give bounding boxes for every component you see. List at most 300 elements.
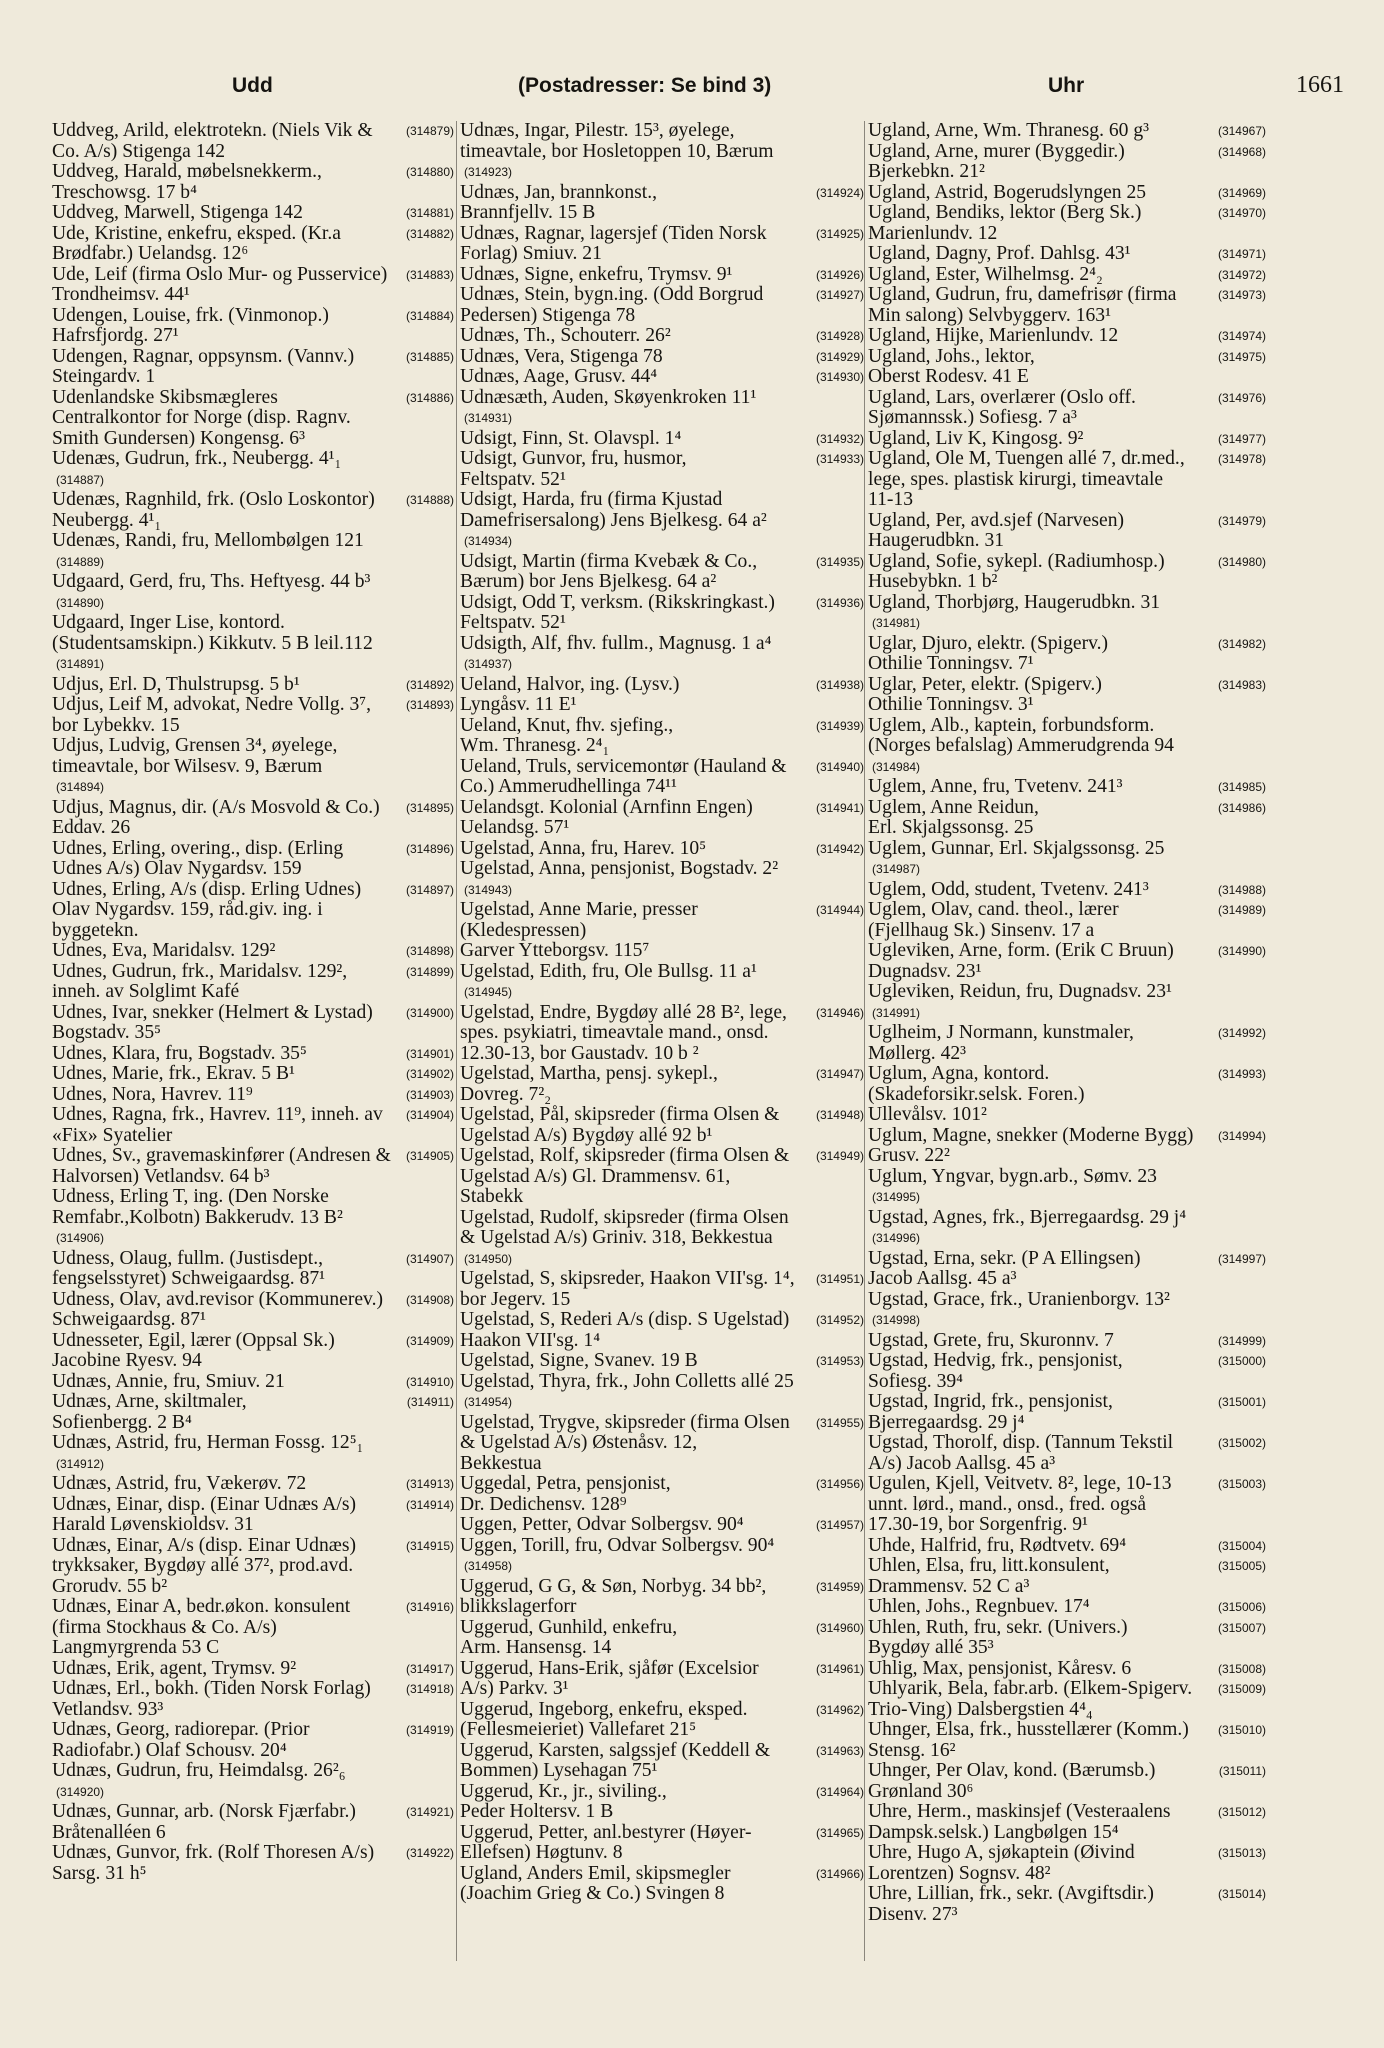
directory-entry [868,265,1266,286]
entry-text: Uggen, Petter, Odvar Solbergsv. 90⁴ [460,1514,744,1535]
directory-entry [460,224,864,265]
entry-text: Ugleviken, Reidun, fru, Dugnadsv. 23¹ [868,981,1172,1002]
directory-entry [52,1720,454,1761]
entry-number: (314985) [1217,780,1266,794]
entry-number: (314893) [405,698,454,712]
entry-number: (314903) [405,1087,454,1102]
entry-text: Ugelstad, Edith, fru, Ole Bullsg. 11 a¹ [460,960,757,982]
entry-number: (315014) [1217,1887,1266,1901]
entry-text: Udnes, Erling, overing., disp. (Erling Udnes A/s) Olav Nygardsv. 159 [52,837,344,879]
directory-entry [868,429,1266,450]
entry-text: Udsigt, Gunvor, fru, husmor, Feltspatv. 52¹ [460,448,687,490]
directory-entry [868,1597,1266,1618]
entry-text: Ugland, Hijke, Marienlundv. 12 [868,325,1119,346]
entry-text: Udnæs, Erik, agent, Trymsv. 9² [52,1657,297,1679]
entry-number: (314904) [405,1108,454,1122]
entry-number: (314912) [56,1456,105,1471]
entry-number: (314941) [815,800,864,815]
entry-text: Ugelstad, S, skipsreder, Haakon VII'sg. 1⁴, bor Jegerv. 15 [460,1268,795,1310]
entry-number: (314913) [405,1477,454,1491]
entry-text: Udnæs, Jan, brannkonst., Brannfjellv. 15 B [460,181,658,223]
entry-text: Uhre, Herm., maskinsjef (Vesteraalens Dampsk.selsk.) Langbølgen 15⁴ [868,1801,1171,1843]
header-note: (Postadresser: Se bind 3) [518,74,772,97]
directory-entry [52,1290,454,1331]
directory-entry [460,1618,864,1659]
directory-entry [52,306,454,347]
entry-text: Uglem, Anne, fru, Tvetenv. 241³ [868,776,1123,797]
entry-text: Udsigt, Martin (firma Kvebæk & Co., Bærum) bor Jens Bjelkesg. 64 a² [460,550,758,592]
entry-text: Uhre, Hugo A, sjøkaptein (Øivind Lorentzen) Sognsv. 48² [868,1842,1135,1884]
directory-entry [52,1495,454,1536]
entry-number: (314926) [815,267,864,282]
directory-entry [460,1474,864,1515]
directory-entry [868,1331,1266,1352]
directory-entry [868,1023,1266,1064]
entry-text: Udnæs, Th., Schouterr. 26² [460,325,671,346]
directory-entry [52,449,454,490]
entry-text: Ugelstad, Endre, Bygdøy allé 28 B², lege, spes. psykiatri, timeavtale mand., onsd. 12.30-13, bor Gaustadv. 10 b ² [460,1001,787,1064]
entry-text: Ugland, Dagny, Prof. Dahlsg. 43¹ [868,243,1131,264]
entry-text: Udnæs, Georg, radiorepar. (Prior Radiofabr.) Olaf Schousv. 20⁴ [52,1719,310,1761]
entry-number: (314916) [405,1600,454,1614]
directory-entry [460,593,864,634]
directory-entry [460,1372,864,1413]
entry-number: (314921) [405,1805,454,1819]
entry-text: Uglheim, J Normann, kunstmaler, Møllerg. 42³ [868,1022,1134,1064]
entry-number: (315004) [1217,1538,1266,1553]
directory-entry [460,449,864,490]
entry-number: (314942) [815,841,864,856]
entry-number: (314928) [815,329,864,343]
entry-number: (314885) [405,349,454,364]
directory-entry [460,757,864,798]
directory-entry [52,1105,454,1146]
directory-entry [868,552,1266,593]
entry-text: Udenlandske Skibsmægleres Centralkontor for Norge (disp. Ragnv. Smith Gundersen) Kongensg. 6³ [52,386,351,449]
directory-entry [460,1310,864,1351]
entry-text: Udnæs, Astrid, fru, Vækerøv. 72 [52,1473,307,1494]
directory-entry [868,1720,1266,1761]
directory-entry [52,121,454,162]
entry-text: Uddveg, Harald, møbelsnekkerm., Treschowsg. 17 b⁴ [52,161,322,203]
entry-number: (314948) [815,1108,864,1122]
directory-entry [868,941,1266,982]
entry-number: (314966) [815,1866,864,1881]
entry-text: Udnæs, Einar, A/s (disp. Einar Udnæs) trykksaker, Bygdøy allé 37², prod.avd. Grorudv. 55 b² [52,1534,356,1597]
entry-text: Uggerud, Petter, anl.bestyrer (Høyer- Ellefsen) Høgtunv. 8 [460,1821,752,1863]
entry-text: Ugelstad, Anna, fru, Harev. 10⁵ [460,837,707,859]
directory-entry [52,203,454,224]
entry-number: (314968) [1217,144,1266,159]
entry-number: (314995) [872,1190,921,1204]
entry-text: Ugland, Arne, Wm. Thranesg. 60 g³ [868,121,1150,141]
directory-entry [460,1741,864,1782]
entry-text: Udjus, Erl. D, Thulstrupsg. 5 b¹ [52,673,300,695]
directory-entry [52,1597,454,1659]
entry-number: (314951) [815,1272,864,1286]
directory-entry [52,1044,454,1065]
directory-entry [52,1536,454,1598]
entry-text: Uddveg, Marwell, Stigenga 142 [52,202,303,223]
directory-entry [868,388,1266,429]
entry-number: (314900) [405,1005,454,1020]
entry-text: Uglem, Odd, student, Tvetenv. 241³ [868,878,1149,900]
entry-number: (314931) [464,411,513,425]
directory-entry [52,1003,454,1044]
entry-number: (314918) [405,1682,454,1696]
directory-entry [460,552,864,593]
entry-text: Udnes, Eva, Maridalsv. 129² [52,940,276,961]
directory-entry [460,1823,864,1864]
directory-entry [868,1167,1266,1208]
directory-entry [52,839,454,880]
directory-entry [460,1413,864,1475]
entry-number: (314964) [815,1784,864,1799]
entry-text: Ugland, Liv K, Kingosg. 9² [868,427,1084,449]
directory-entry [460,1208,864,1270]
entry-number: (314969) [1217,185,1266,200]
entry-number: (314883) [405,267,454,282]
directory-entry [460,839,864,860]
entry-text: Udness, Olaug, fullm. (Justisdept., fengselsstyret) Schweigaardsg. 87¹ [52,1247,326,1289]
directory-entry [868,449,1266,511]
directory-entry [868,982,1266,1023]
entry-number: (314940) [815,759,864,774]
directory-entry [460,1700,864,1741]
entry-text: Udnes, Klara, fru, Bogstadv. 35⁵ [52,1042,307,1064]
directory-entry [460,675,864,716]
entry-text: Udnesseter, Egil, lærer (Oppsal Sk.) Jacobine Ryesv. 94 [52,1329,335,1371]
entry-text: Uggerud, Kr., jr., siviling., Peder Holtersv. 1 B [460,1780,667,1822]
directory-entry [868,798,1266,839]
directory-entry [868,203,1266,244]
entry-number: (315001) [1217,1395,1266,1409]
entry-text: Ude, Leif (firma Oslo Mur- og Pusservice) Trondheimsv. 44¹ [52,263,388,305]
directory-entry [460,798,864,839]
entry-number: (314930) [815,370,864,384]
directory-entry [460,265,864,286]
entry-text: Ugelstad, Thyra, frk., John Colletts allé 25 [460,1370,794,1392]
directory-entry [460,962,864,1003]
entry-text: Uggen, Torill, fru, Odvar Solbergsv. 90⁴ [460,1534,775,1556]
directory-entry [52,962,454,1003]
column-2 [460,121,864,2021]
entry-number: (315002) [1217,1436,1266,1450]
directory-entry [52,1679,454,1720]
entry-text: Ugland, Thorbjørg, Haugerudbkn. 31 [868,591,1161,613]
directory-entry [460,347,864,368]
entry-text: Ugelstad, Pål, skipsreder (firma Olsen & Ugelstad A/s) Bygdøy allé 92 b¹ [460,1104,780,1146]
entry-text: Udnes, Gudrun, frk., Maridalsv. 129², inneh. av Solglimt Kafé [52,960,348,1002]
entry-number: (314917) [405,1661,454,1676]
entry-number: (314879) [405,124,454,138]
entry-number: (314980) [1217,554,1266,569]
entry-number: (314978) [1217,452,1266,466]
entry-text: Udness, Olav, avd.revisor (Kommunerev.) Schweigaardsg. 87¹ [52,1288,384,1330]
directory-entry [52,1372,454,1393]
directory-entry [52,675,454,696]
entry-number: (314977) [1217,431,1266,446]
directory-entry [868,121,1266,142]
column-divider [864,121,865,1961]
entry-number: (314956) [815,1477,864,1491]
entry-number: (314911) [406,1395,454,1409]
entry-text: Udjus, Leif M, advokat, Nedre Vollg. 3⁷, bor Lybekkv. 15 [52,694,372,736]
directory-entry [868,1536,1266,1557]
directory-entry [868,1064,1266,1126]
directory-entry [52,695,454,736]
entry-number: (314934) [464,534,513,548]
entry-number: (314925) [815,226,864,241]
directory-entry [460,1064,864,1105]
entry-text: Uglem, Alb., kaptein, forbundsform. (Norges befalslag) Ammerudgrenda 94 [868,714,1174,756]
entry-number: (315005) [1217,1559,1266,1573]
directory-entry [460,900,864,962]
directory-entry [868,511,1266,552]
entry-number: (314882) [405,226,454,241]
directory-entry [868,1556,1266,1597]
entry-text: Ugstad, Grete, fru, Skuronnv. 7 [868,1329,1114,1351]
directory-entry [460,1105,864,1146]
directory-entry [868,634,1266,675]
entry-text: Uhnger, Per Olav, kond. (Bærumsb.) Grønland 30⁶ [868,1760,1156,1802]
directory-entry [460,326,864,347]
entry-number: (314970) [1217,206,1266,220]
entry-text: Ugland, Gudrun, fru, damefrisør (firma Min salong) Selvbyggerv. 163¹ [868,284,1177,326]
entry-number: (314958) [464,1559,513,1573]
directory-entry [460,1515,864,1536]
entry-number: (314887) [56,472,105,487]
entry-number: (314922) [405,1846,454,1860]
entry-number: (314880) [405,165,454,179]
entry-number: (314889) [56,554,105,569]
entry-text: Uglum, Agna, kontord. (Skadeforsikr.selsk. Foren.) Ullevålsv. 101² [868,1063,1085,1125]
entry-number: (314944) [815,903,864,917]
entry-text: Uhre, Lillian, frk., sekr. (Avgiftsdir.) Disenv. 27³ [868,1883,1154,1925]
directory-entry [460,634,864,675]
entry-number: (314955) [815,1415,864,1430]
directory-entry [52,736,454,798]
entry-text: Udnæs, Aage, Grusv. 44⁴ [460,366,658,387]
entry-number: (314996) [872,1231,921,1245]
entry-number: (314896) [405,841,454,856]
entry-text: Udjus, Magnus, dir. (A/s Mosvold & Co.) Eddav. 26 [52,796,380,838]
directory-entry [868,142,1266,183]
directory-entry [868,1208,1266,1249]
directory-entry [52,224,454,265]
entry-text: Udenæs, Ragnhild, frk. (Oslo Loskontor) Neubergg. 4¹₁ [52,489,375,531]
entry-number: (314943) [464,882,513,897]
entry-text: Ugland, Astrid, Bogerudslyngen 25 [868,181,1147,203]
directory-entry [868,1249,1266,1290]
entry-text: Udnæs, Stein, bygn.ing. (Odd Borgrud Pedersen) Stigenga 78 [460,284,764,326]
entry-number: (314894) [56,780,105,794]
entry-number: (314927) [815,288,864,302]
directory-entry [460,1782,864,1823]
entry-number: (314914) [405,1497,454,1512]
entry-text: Udengen, Louise, frk. (Vinmonop.) Hafrsfjordg. 27¹ [52,304,329,346]
directory-entry [868,777,1266,798]
entry-number: (314957) [815,1518,864,1532]
entry-number: (314949) [815,1149,864,1163]
directory-entry [52,388,454,450]
entry-number: (314990) [1217,944,1266,958]
entry-text: Udenæs, Randi, fru, Mellombølgen 121 [52,530,364,551]
directory-entry [52,1085,454,1106]
directory-entry [460,1864,864,1905]
entry-text: Uggerud, G G, & Søn, Norbyg. 34 bb², blikkslagerforr [460,1575,767,1617]
entry-text: Ugland, Anders Emil, skipsmegler (Joachim Grieg & Co.) Svingen 8 [460,1862,731,1904]
entry-text: Ugelstad, Rolf, skipsreder (firma Olsen & Ugelstad A/s) Gl. Drammensv. 61, Stabekk [460,1145,790,1207]
entry-text: Uhlen, Ruth, fru, sekr. (Univers.) Bygdøy allé 35³ [868,1616,1128,1658]
entry-text: Ugelstad, Trygve, skipsreder (firma Olsen & Ugelstad A/s) Østenåsv. 12, Bekkestua [460,1411,790,1474]
directory-entry [868,183,1266,204]
entry-number: (314959) [815,1579,864,1594]
entry-text: Uhde, Halfrid, fru, Rødtvetv. 69⁴ [868,1534,1127,1556]
entry-number: (314988) [1217,882,1266,897]
entry-number: (315011) [1218,1764,1266,1778]
entry-text: Ugstad, Erna, sekr. (P A Ellingsen) Jacob Aallsg. 45 a³ [868,1247,1141,1289]
entry-text: Uglum, Yngvar, bygn.arb., Sømv. 23 [868,1165,1157,1187]
entry-number: (315008) [1217,1661,1266,1676]
directory-entry [52,572,454,613]
entry-number: (314939) [815,718,864,733]
entry-number: (314981) [872,616,921,630]
header-first-entry: Udd [232,74,273,97]
entry-number: (315010) [1217,1723,1266,1737]
entry-number: (314919) [405,1723,454,1737]
entry-text: Ugland, Ole M, Tuengen allé 7, dr.med., lege, spes. plastisk kirurgi, timeavtale 11-13 [868,448,1185,510]
entry-text: Ueland, Truls, servicemontør (Hauland & Co.) Ammerudhellinga 74¹¹ [460,755,787,797]
directory-entry [868,244,1266,265]
directory-entry [868,1843,1266,1884]
entry-text: Ugstad, Ingrid, frk., pensjonist, Bjerregaardsg. 29 j⁴ [868,1391,1113,1433]
entry-number: (314983) [1217,677,1266,692]
entry-text: Udnes, Marie, frk., Ekrav. 5 B¹ [52,1063,295,1084]
entry-text: Udnæs, Vera, Stigenga 78 [460,345,663,367]
directory-entry [868,839,1266,880]
entry-text: Udnes, Ivar, snekker (Helmert & Lystad) Bogstadv. 35⁵ [52,1001,373,1043]
directory-entry [868,1761,1266,1802]
entry-text: Udnes, Sv., gravemaskinfører (Andresen & Halvorsen) Vetlandsv. 64 b³ [52,1145,391,1187]
entry-text: Uggerud, Ingeborg, enkefru, eksped. (Fellesmeieriet) Vallefaret 21⁵ [460,1698,748,1740]
entry-number: (314953) [815,1354,864,1368]
directory-entry [52,531,454,572]
header-last-entry: Uhr [1048,74,1085,97]
directory-entry [868,716,1266,778]
entry-text: Ugland, Sofie, sykepl. (Radiumhosp.) Husebybkn. 1 b² [868,550,1165,592]
entry-text: Udsigt, Finn, St. Olavspl. 1⁴ [460,427,682,449]
column-3 [868,121,1266,2021]
entry-number: (315007) [1217,1620,1266,1635]
entry-text: Ugland, Bendiks, lektor (Berg Sk.) Marienlundv. 12 [868,202,1142,244]
entry-number: (314881) [405,206,454,220]
entry-number: (314908) [405,1292,454,1307]
directory-entry [52,347,454,388]
entry-text: Uggedal, Petra, pensjonist, Dr. Dedichensv. 128⁹ [460,1473,671,1515]
page-number: 1661 [1296,72,1344,98]
entry-text: Uglar, Peter, elektr. (Spigerv.) Othilie Tonningsv. 3¹ [868,673,1102,715]
directory-entry [868,880,1266,901]
entry-text: Udnæs, Gunvor, frk. (Rolf Thoresen A/s) Sarsg. 31 h⁵ [52,1842,375,1884]
entry-number: (314932) [815,431,864,446]
entry-text: Udnæs, Ragnar, lagersjef (Tiden Norsk Forlag) Smiuv. 21 [460,222,767,264]
directory-entry [460,1536,864,1577]
directory-entry [52,1843,454,1884]
entry-number: (314984) [872,759,921,774]
directory-entry [868,347,1266,388]
directory-entry [52,1146,454,1187]
entry-text: Uddveg, Arild, elektrotekn. (Niels Vik & Co. A/s) Stigenga 142 [52,121,373,162]
directory-entry [52,1187,454,1249]
directory-entry [460,121,864,183]
entry-text: Ueland, Halvor, ing. (Lysv.) Lyngåsv. 11 E¹ [460,673,680,715]
entry-number: (314899) [405,964,454,979]
directory-entry [868,1126,1266,1167]
entry-number: (314971) [1217,247,1266,261]
entry-text: Uelandsgt. Kolonial (Arnfinn Engen) Uelandsg. 57¹ [460,796,753,838]
entry-number: (314967) [1217,124,1266,138]
entry-number: (314950) [464,1251,513,1266]
entry-text: Uhlen, Johs., Regnbuev. 17⁴ [868,1596,1090,1617]
entry-text: Ugstad, Thorolf, disp. (Tannum Tekstil A/s) Jacob Aallsg. 45 a³ [868,1432,1174,1474]
entry-text: Udjus, Ludvig, Grensen 3⁴, øyelege, timeavtale, bor Wilsesv. 9, Bærum [52,735,338,777]
page-header [52,74,1344,106]
directory-entry [460,285,864,326]
entry-number: (314895) [405,800,454,815]
entry-text: Udnæsæth, Auden, Skøyenkroken 11¹ [460,386,757,408]
entry-text: Udnes, Nora, Havrev. 11⁹ [52,1083,253,1105]
entry-text: Ugland, Ester, Wilhelmsg. 2⁴₂ [868,263,1103,285]
entry-text: Udnæs, Erl., bokh. (Tiden Norsk Forlag) Vetlandsv. 93³ [52,1678,371,1720]
entry-text: Udnes, Erling, A/s (disp. Erling Udnes) Olav Nygardsv. 159, råd.giv. ing. i byggetekn. [52,878,362,941]
directory-entry [52,1433,454,1474]
entry-text: Uhnger, Elsa, frk., husstellærer (Komm.) Stensg. 16² [868,1719,1189,1761]
entry-number: (314973) [1217,288,1266,302]
entry-number: (314972) [1217,267,1266,282]
directory-entry [460,367,864,388]
directory-entry [868,1618,1266,1659]
entry-number: (314962) [815,1702,864,1717]
entry-number: (314986) [1217,800,1266,815]
entry-number: (314910) [405,1374,454,1389]
directory-entry [52,265,454,306]
entry-text: Uglem, Anne Reidun, Erl. Skjalgssonsg. 25 [868,796,1039,838]
entry-number: (314924) [815,185,864,200]
entry-number: (314993) [1217,1067,1266,1081]
column-1 [52,121,454,2021]
entry-number: (314979) [1217,513,1266,528]
entry-text: Udgaard, Gerd, fru, Ths. Heftyesg. 44 b³ [52,571,371,592]
entry-text: Ude, Kristine, enkefru, eksped. (Kr.a Brødfabr.) Uelandsg. 12⁶ [52,222,341,264]
directory-entry [52,1249,454,1290]
directory-entry [868,1679,1266,1720]
entry-number: (314915) [405,1538,454,1553]
entry-number: (314974) [1217,329,1266,343]
directory-entry [868,1392,1266,1433]
directory-entry [460,1003,864,1065]
directory-entry [52,1331,454,1372]
directory-entry [52,1802,454,1843]
entry-number: (314937) [464,657,513,671]
entry-text: Udengen, Ragnar, oppsynsm. (Vannv.) Steingardv. 1 [52,345,355,387]
entry-number: (314947) [815,1067,864,1081]
entry-text: Udsigth, Alf, fhv. fullm., Magnusg. 1 a⁴ [460,632,772,654]
entry-number: (314888) [405,493,454,507]
entry-number: (314992) [1217,1026,1266,1040]
entry-number: (314961) [815,1661,864,1676]
entry-text: Udnæs, Gudrun, fru, Heimdalsg. 26²₆ [52,1760,346,1781]
